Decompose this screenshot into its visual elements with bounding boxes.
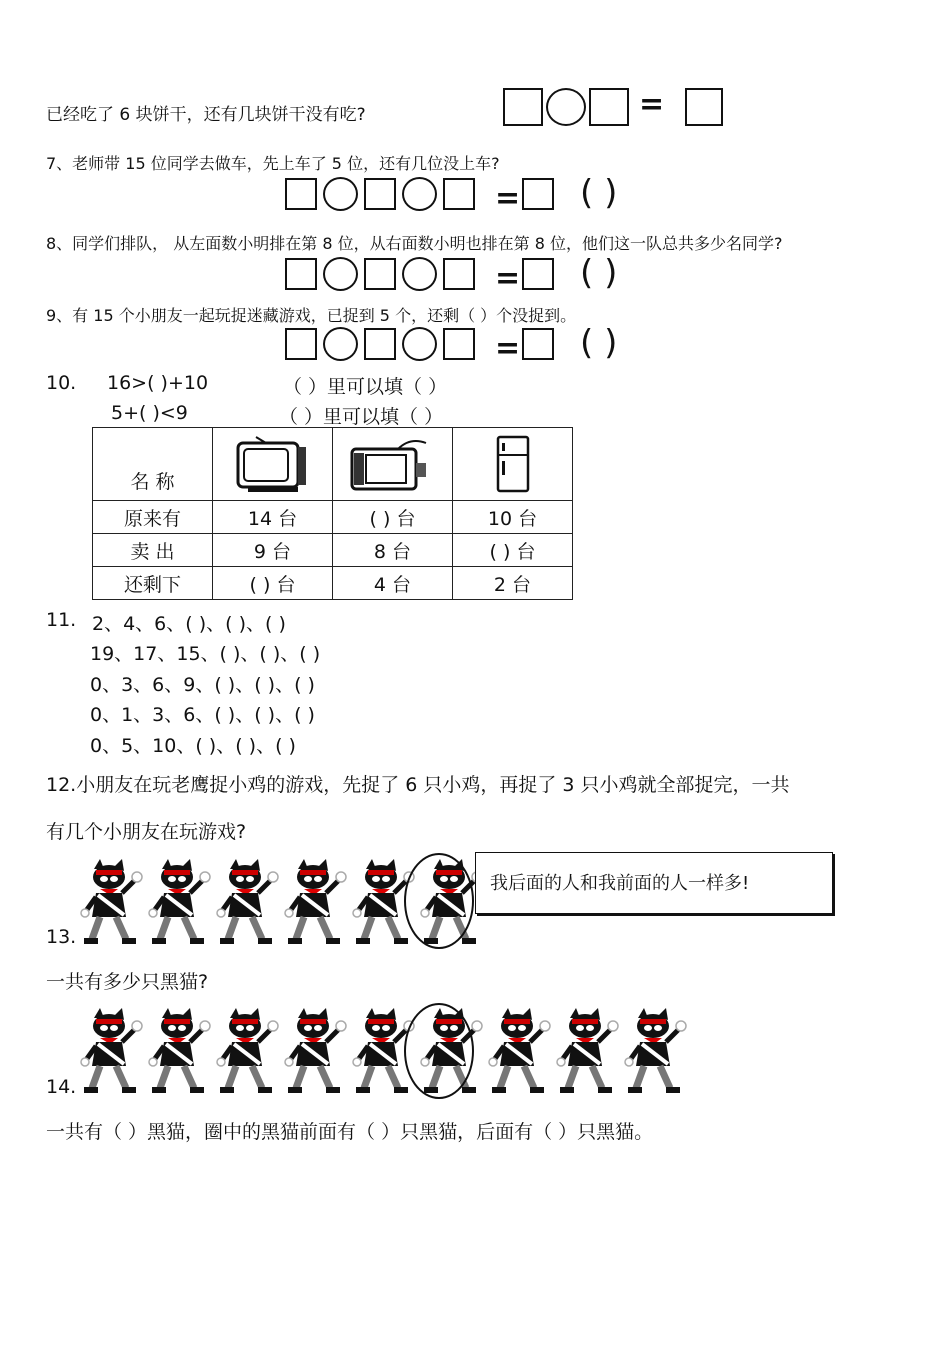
unit-parentheses[interactable]: ( ) [580, 323, 618, 363]
row-label: 卖 出 [93, 534, 213, 567]
question-6-text: 已经吃了 6 块饼干，还有几块饼干没有吃? [46, 105, 366, 125]
highlight-circle [404, 853, 474, 949]
black-cat-icon [148, 857, 212, 945]
table-cell: 9 台 [213, 534, 333, 567]
operator-circle[interactable] [323, 327, 358, 361]
operator-circle[interactable] [402, 327, 437, 361]
black-cat-icon [488, 1006, 552, 1094]
goods-table [92, 427, 573, 600]
answer-box[interactable] [285, 258, 317, 290]
sequence-line[interactable]: 0、3、6、9、( )、( )、( ) [90, 674, 315, 696]
black-cat-icon [624, 1006, 688, 1094]
answer-box[interactable] [503, 88, 543, 126]
tv-icon [234, 433, 312, 495]
equals-sign: = [495, 261, 521, 296]
unit-parentheses[interactable]: ( ) [580, 253, 618, 293]
row-label: 原来有 [93, 501, 213, 534]
operator-circle[interactable] [546, 88, 586, 126]
answer-box[interactable] [522, 178, 554, 210]
question-9-text: 9、有 15 个小朋友一起玩捉迷藏游戏，已捉到 5 个，还剩（ ）个没捉到。 [46, 306, 577, 325]
question-10-expr-1: 16>( )+10 [107, 372, 209, 394]
question-10-fill-2[interactable]: （ ）里可以填（ ） [279, 406, 444, 428]
video-recorder-cell [333, 428, 453, 501]
operator-circle[interactable] [402, 257, 437, 291]
fridge-icon [478, 433, 548, 495]
black-cat-icon [284, 857, 348, 945]
black-cat-icon [556, 1006, 620, 1094]
operator-circle[interactable] [323, 257, 358, 291]
question-12-line-2: 有几个小朋友在玩游戏? [46, 821, 247, 843]
question-12-line-1: 12.小朋友在玩老鹰捉小鸡的游戏，先捉了 6 只小鸡，再捉了 3 只小鸡就全部捉完，一共 [46, 774, 790, 796]
equals-sign: = [495, 181, 521, 216]
answer-box[interactable] [443, 178, 475, 210]
question-13-text: 一共有多少只黑猫? [46, 971, 209, 993]
table-header-label: 名 称 [93, 428, 213, 501]
black-cat-icon [148, 1006, 212, 1094]
equals-sign: = [639, 87, 665, 122]
sequence-line[interactable]: 0、5、10、( )、( )、( ) [90, 735, 296, 757]
sequence-line[interactable]: 19、17、15、( )、( )、( ) [90, 643, 321, 665]
operator-circle[interactable] [323, 177, 358, 211]
black-cat-icon [284, 1006, 348, 1094]
equals-sign: = [495, 331, 521, 366]
table-cell: 4 台 [333, 567, 453, 600]
answer-box[interactable] [364, 328, 396, 360]
speech-bubble: 我后面的人和我前面的人一样多! [475, 852, 833, 914]
fridge-cell [453, 428, 573, 501]
answer-box[interactable] [522, 328, 554, 360]
table-cell: 8 台 [333, 534, 453, 567]
answer-box[interactable] [443, 258, 475, 290]
answer-box[interactable] [522, 258, 554, 290]
answer-box[interactable] [589, 88, 629, 126]
answer-box[interactable] [364, 258, 396, 290]
highlight-circle [404, 1003, 474, 1099]
table-cell: 14 台 [213, 501, 333, 534]
sequence-line[interactable]: 0、1、3、6、( )、( )、( ) [90, 704, 315, 726]
question-14-number: 14. [46, 1076, 77, 1098]
black-cat-icon [216, 1006, 280, 1094]
question-10-fill-1[interactable]: （ ）里可以填（ ） [283, 376, 448, 398]
black-cat-icon [216, 857, 280, 945]
table-cell: 10 台 [453, 501, 573, 534]
answer-box[interactable] [285, 178, 317, 210]
question-10-expr-2: 5+( )<9 [111, 402, 188, 424]
answer-box[interactable] [364, 178, 396, 210]
black-cat-icon [80, 857, 144, 945]
table-cell-blank[interactable]: ( ) 台 [213, 567, 333, 600]
sequence-line[interactable]: 2、4、6、( )、( )、( ) [92, 613, 286, 635]
question-7-text: 7、老师带 15 位同学去做车，先上车了 5 位，还有几位没上车? [46, 154, 500, 173]
tv-cell [213, 428, 333, 501]
answer-box[interactable] [285, 328, 317, 360]
question-10-number: 10. [46, 372, 77, 394]
unit-parentheses[interactable]: ( ) [580, 173, 618, 213]
table-cell: 2 台 [453, 567, 573, 600]
video-recorder-icon [348, 433, 438, 495]
question-8-text: 8、同学们排队， 从左面数小明排在第 8 位，从右面数小明也排在第 8 位，他们这一队总共多少名同学? [46, 234, 783, 253]
black-cat-icon [80, 1006, 144, 1094]
operator-circle[interactable] [402, 177, 437, 211]
question-11-number: 11. [46, 609, 77, 631]
question-14-text[interactable]: 一共有（ ）黑猫，圈中的黑猫前面有（ ）只黑猫，后面有（ ）只黑猫。 [46, 1121, 654, 1143]
answer-box[interactable] [443, 328, 475, 360]
table-cell-blank[interactable]: ( ) 台 [453, 534, 573, 567]
answer-box[interactable] [685, 88, 723, 126]
question-13-number: 13. [46, 926, 77, 948]
row-label: 还剩下 [93, 567, 213, 600]
table-cell-blank[interactable]: ( ) 台 [333, 501, 453, 534]
